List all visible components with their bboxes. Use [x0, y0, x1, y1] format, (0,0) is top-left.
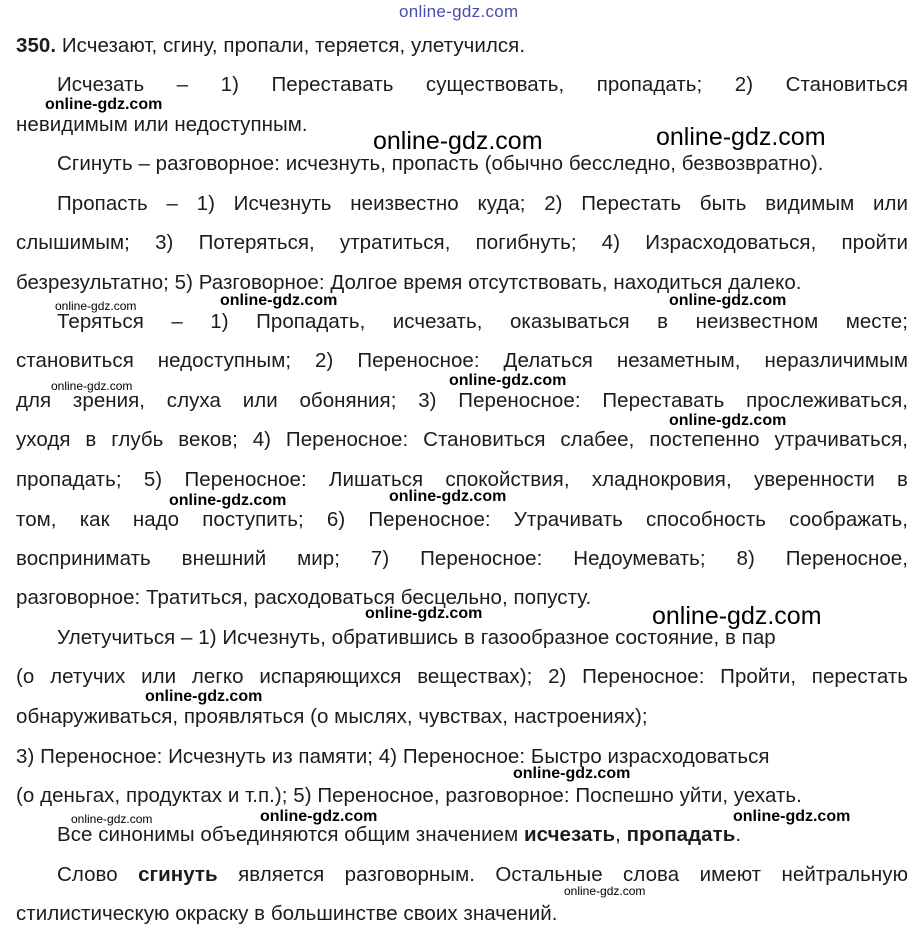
- watermark: online-gdz.com: [145, 688, 263, 705]
- watermark: online-gdz.com: [55, 299, 137, 313]
- exercise-heading: [16, 33, 908, 59]
- conclusion-line: [57, 862, 908, 888]
- watermark: online-gdz.com: [733, 808, 851, 825]
- watermark: online-gdz.com: [71, 812, 153, 826]
- watermark: online-gdz.com: [656, 123, 826, 151]
- text-line: (о деньгах, продуктах и т.п.); 5) Переносное, разговорное: Поспешно уйти, уехать.: [16, 784, 802, 807]
- site-header-watermark: online-gdz.com: [399, 2, 519, 21]
- text-line: обнаруживаться, проявляться (о мыслях, чувствах, настроениях);: [16, 705, 648, 728]
- watermark: online-gdz.com: [389, 488, 507, 505]
- text-line: для зрения, слуха или обоняния; 3) Переносное: Переставать прослеживаться,: [16, 389, 908, 412]
- exercise-number: 350.: [16, 34, 57, 57]
- conclusion-text: является разговорным. Остальные слова имеют нейтральную: [217, 863, 908, 886]
- text-line: воспринимать внешний мир; 7) Переносное: Недоумевать; 8) Переносное,: [16, 547, 908, 570]
- conclusion-text: .: [735, 823, 742, 846]
- conclusion-text: ,: [615, 823, 627, 846]
- watermark: online-gdz.com: [51, 379, 133, 393]
- keyword-sginut: сгинуть: [138, 863, 218, 886]
- conclusion-text: Слово: [57, 863, 139, 886]
- watermark: online-gdz.com: [220, 292, 338, 309]
- keyword-ischezat: исчезать: [524, 823, 616, 846]
- text-line: пропадать; 5) Переносное: Лишаться спокойствия, хладнокровия, уверенности в: [16, 468, 908, 491]
- text-line: уходя в глубь веков; 4) Переносное: Становиться слабее, постепенно утрачиваться,: [16, 428, 908, 451]
- text-line: Исчезать – 1) Переставать существовать, пропадать; 2) Становиться: [57, 73, 908, 96]
- text-line: Теряться – 1) Пропадать, исчезать, оказываться в неизвестном месте;: [57, 310, 908, 333]
- watermark: online-gdz.com: [45, 96, 163, 113]
- exercise-words: Исчезают, сгину, пропали, теряется, улетучился.: [61, 34, 526, 57]
- keyword-propadat: пропадать: [626, 823, 736, 846]
- text-line: 3) Переносное: Исчезнуть из памяти; 4) Переносное: Быстро израсходоваться: [16, 745, 770, 768]
- text-line: (о летучих или легко испаряющихся веществах); 2) Переносное: Пройти, перестать: [16, 665, 908, 688]
- text-line: становиться недоступным; 2) Переносное: Делаться незаметным, неразличимым: [16, 349, 908, 372]
- watermark: online-gdz.com: [169, 492, 287, 509]
- watermark: online-gdz.com: [564, 884, 646, 898]
- text-line: Сгинуть – разговорное: исчезнуть, пропасть (обычно бесследно, безвозвратно).: [57, 152, 824, 175]
- conclusion-text: Все синонимы объединяются общим значением: [57, 823, 524, 846]
- watermark: online-gdz.com: [669, 412, 787, 429]
- watermark: online-gdz.com: [513, 765, 631, 782]
- conclusion-line: стилистическую окраску в большинстве своих значений.: [16, 902, 558, 925]
- text-line: том, как надо поступить; 6) Переносное: Утрачивать способность соображать,: [16, 508, 908, 531]
- watermark: online-gdz.com: [373, 127, 543, 155]
- watermark: online-gdz.com: [652, 602, 822, 630]
- text-line: безрезультатно; 5) Разговорное: Долгое время отсутствовать, находиться далеко.: [16, 271, 802, 294]
- text-line: слышимым; 3) Потеряться, утратиться, погибнуть; 4) Израсходоваться, пройти: [16, 231, 908, 254]
- watermark: online-gdz.com: [260, 808, 378, 825]
- text-line: Пропасть – 1) Исчезнуть неизвестно куда; 2) Перестать быть видимым или: [57, 192, 908, 215]
- text-line: невидимым или недоступным.: [16, 113, 308, 136]
- watermark: online-gdz.com: [449, 372, 567, 389]
- watermark: online-gdz.com: [365, 605, 483, 622]
- watermark: online-gdz.com: [669, 292, 787, 309]
- text-line: Улетучиться – 1) Исчезнуть, обратившись в газообразное состояние, в пар: [57, 626, 776, 649]
- text-line: разговорное: Тратиться, расходоваться бесцельно, попусту.: [16, 586, 592, 609]
